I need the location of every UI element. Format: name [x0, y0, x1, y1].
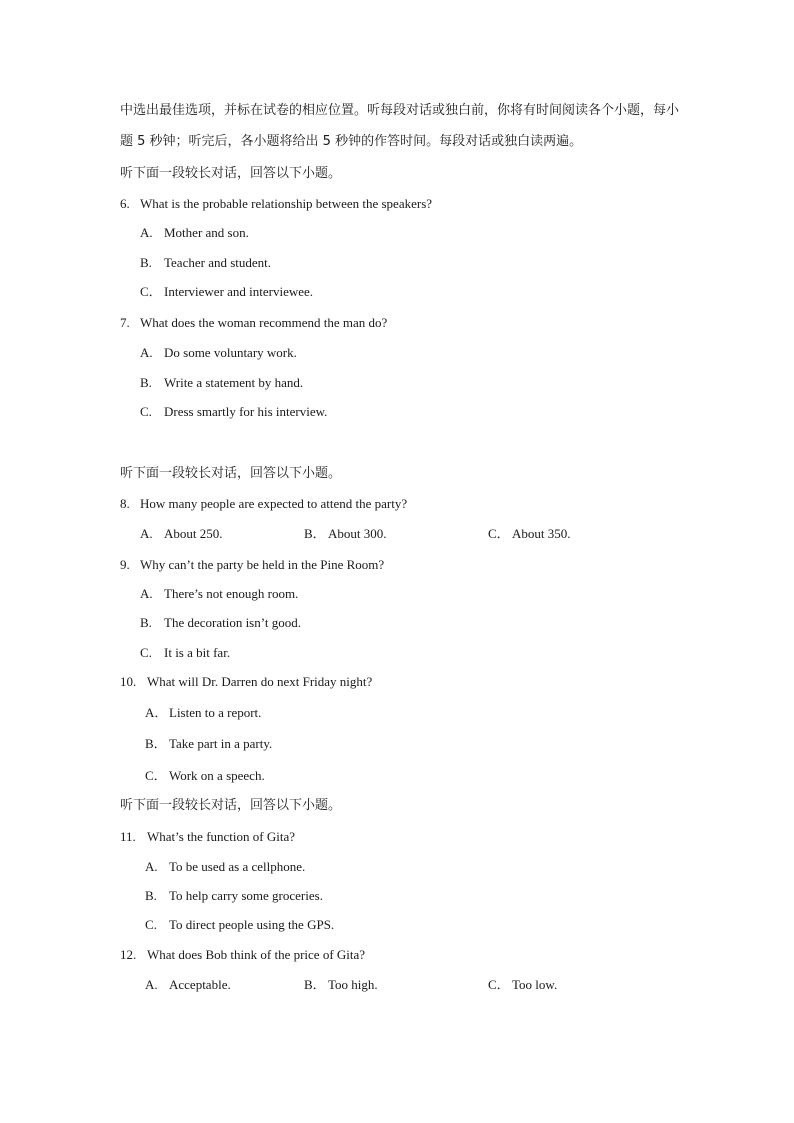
- option-11a: [145, 859, 306, 875]
- option-label: A.: [140, 586, 153, 601]
- option-8b: [304, 526, 387, 542]
- option-label: B.: [145, 888, 157, 903]
- option-text: The decoration isn’t good.: [164, 615, 301, 630]
- option-text: Work on a speech.: [169, 768, 265, 783]
- option-text: To direct people using the GPS.: [169, 917, 335, 932]
- question-10: [120, 674, 373, 690]
- option-12a: [145, 977, 231, 993]
- option-10b: [145, 736, 273, 752]
- option-label: B．: [145, 736, 167, 751]
- option-text: Do some voluntary work.: [164, 345, 297, 360]
- option-9a: [140, 586, 299, 602]
- question-7: [120, 315, 388, 331]
- option-text: Mother and son.: [164, 225, 249, 240]
- question-number: 7.: [120, 315, 130, 330]
- option-6b: [140, 255, 272, 271]
- option-label: B．: [304, 526, 326, 541]
- option-label: C.: [140, 645, 152, 660]
- question-text: Why can’t the party be held in the Pine Room?: [140, 557, 385, 572]
- question-number: 12.: [120, 947, 137, 962]
- section-heading: 听下面一段较长对话，回答以下小题。: [120, 166, 342, 181]
- question-text: What’s the function of Gita?: [147, 829, 296, 844]
- option-label: C．: [145, 768, 167, 783]
- option-8c: [488, 526, 571, 542]
- option-label: A.: [140, 225, 153, 240]
- option-label: C.: [140, 404, 152, 419]
- option-label: B.: [140, 375, 152, 390]
- option-text: Too low.: [512, 977, 558, 992]
- option-6a: [140, 225, 249, 241]
- option-text: Too high.: [328, 977, 378, 992]
- question-11: [120, 829, 296, 845]
- option-text: Dress smartly for his interview.: [164, 404, 328, 419]
- section-heading: 听下面一段较长对话，回答以下小题。: [120, 798, 342, 813]
- option-label: C．: [488, 977, 510, 992]
- option-9b: [140, 615, 301, 631]
- question-text: What will Dr. Darren do next Friday night?: [147, 674, 373, 689]
- section-heading: 听下面一段较长对话，回答以下小题。: [120, 466, 342, 481]
- option-11b: [145, 888, 323, 904]
- option-text: About 250.: [164, 526, 223, 541]
- question-12: [120, 947, 366, 963]
- option-label: C．: [488, 526, 510, 541]
- question-number: 11.: [120, 829, 136, 844]
- option-label: A.: [140, 345, 153, 360]
- option-12c: [488, 977, 558, 993]
- option-label: A.: [145, 859, 158, 874]
- option-text: There’s not enough room.: [164, 586, 299, 601]
- question-text: How many people are expected to attend the party?: [140, 496, 408, 511]
- option-6c: [140, 284, 314, 300]
- question-number: 6.: [120, 196, 130, 211]
- option-label: B.: [140, 255, 152, 270]
- option-label: A．: [145, 705, 168, 720]
- question-number: 10.: [120, 674, 137, 689]
- option-text: Interviewer and interviewee.: [164, 284, 314, 299]
- option-text: It is a bit far.: [164, 645, 231, 660]
- option-7c: [140, 404, 328, 420]
- question-text: What does the woman recommend the man do?: [140, 315, 388, 330]
- option-text: Write a statement by hand.: [164, 375, 304, 390]
- question-text: What does Bob think of the price of Gita?: [147, 947, 366, 962]
- option-text: Take part in a party.: [169, 736, 273, 751]
- option-7b: [140, 375, 304, 391]
- option-10c: [145, 768, 265, 784]
- option-11c: [145, 917, 335, 933]
- question-number: 8.: [120, 496, 130, 511]
- option-label: B．: [304, 977, 326, 992]
- intro-line-1: 中选出最佳选项，并标在试卷的相应位置。听每段对话或独白前，你将有时间阅读各个小题，每小: [120, 103, 680, 118]
- question-8: [120, 496, 408, 512]
- option-12b: [304, 977, 378, 993]
- option-text: About 300.: [328, 526, 387, 541]
- question-9: [120, 557, 385, 573]
- option-label: C.: [145, 917, 157, 932]
- option-8a: [140, 526, 223, 542]
- option-text: About 350.: [512, 526, 571, 541]
- option-label: A.: [145, 977, 158, 992]
- option-7a: [140, 345, 297, 361]
- question-number: 9.: [120, 557, 130, 572]
- option-10a: [145, 705, 262, 721]
- option-label: A.: [140, 526, 153, 541]
- option-text: Listen to a report.: [169, 705, 262, 720]
- intro-line-2: 题 5 秒钟；听完后，各小题将给出 5 秒钟的作答时间。每段对话或独白读两遍。: [120, 134, 583, 149]
- question-text: What is the probable relationship between the speakers?: [140, 196, 433, 211]
- option-text: Acceptable.: [169, 977, 231, 992]
- option-label: C．: [140, 284, 162, 299]
- option-text: To be used as a cellphone.: [169, 859, 306, 874]
- option-label: B.: [140, 615, 152, 630]
- option-text: To help carry some groceries.: [169, 888, 323, 903]
- option-text: Teacher and student.: [164, 255, 272, 270]
- option-9c: [140, 645, 231, 661]
- question-6: [120, 196, 433, 212]
